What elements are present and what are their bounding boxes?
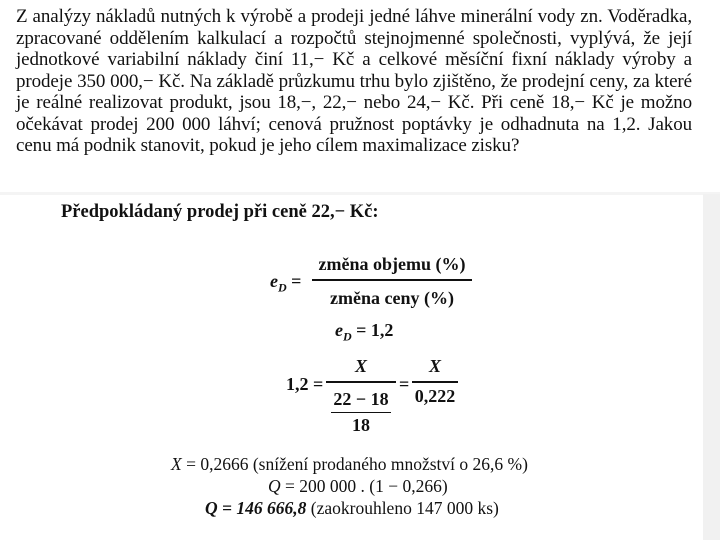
fraction-numerator: změna objemu (%) — [318, 254, 466, 274]
elasticity-subscript: D — [278, 280, 287, 295]
result-line-q — [268, 476, 448, 497]
result-line-final — [205, 498, 499, 519]
elasticity-symbol: e — [270, 271, 278, 291]
elasticity-symbol: e — [335, 320, 343, 340]
result-final-value: Q = 146 666,8 — [205, 498, 307, 518]
compound-fraction — [326, 356, 396, 436]
simplified-denominator: 0,222 — [414, 385, 456, 406]
result-q-symbol: Q — [268, 476, 281, 496]
compound-fraction-numerator: X — [354, 356, 367, 376]
substitution-lhs: 1,2 = — [286, 374, 324, 394]
elasticity-formula-lhs — [270, 271, 301, 296]
price-change-fraction — [331, 389, 391, 437]
simplified-fraction — [412, 356, 458, 407]
result-final-note: (zaokrouhleno 147 000 ks) — [306, 498, 499, 518]
result-q-text: = 200 000 . (1 − 0,266) — [280, 476, 448, 496]
elasticity-value-rhs: = 1,2 — [351, 320, 394, 340]
elasticity-value — [335, 320, 393, 345]
section-divider — [0, 192, 720, 195]
problem-section — [0, 0, 720, 194]
price-change-bar — [331, 412, 391, 414]
result-x-text: = 0,2666 (snížení prodaného množství o 26,6 %) — [181, 454, 528, 474]
simplified-numerator: X — [428, 356, 441, 376]
price-change-numerator: 22 − 18 — [333, 388, 389, 409]
elasticity-subscript: D — [343, 329, 352, 344]
elasticity-fraction — [312, 254, 472, 309]
solution-heading: Předpokládaný prodej při ceně 22,− Kč: — [61, 202, 379, 222]
result-x-symbol: X — [171, 454, 182, 474]
equals-sign: = — [286, 271, 302, 291]
fraction-denominator: změna ceny (%) — [330, 287, 454, 308]
price-change-denominator: 18 — [352, 415, 370, 435]
problem-text: Z analýzy nákladů nutných k výrobě a prodeji jedné láhve minerální vody zn. Voděradka, zpracované oddělením kalkulací a rozpočtů stejnojmenné společnosti, vyplývá, že její jednotkové variabilní náklady činí 11,− Kč a celkové měsíční fixní náklady výroby a prodeje 350 000,− Kč. Na základě průzkumu trhu bylo zjištěno, že prodejní ceny, za které je reálné realizovat produkt, jsou 18,−, 22,− nebo 24,− Kč. Při ceně 18,− Kč je možno očekávat prodej 200 000 láhví; cenová pružnost poptávky je odhadnuta na 1,2. Jakou cenu má podnik stanovit, pokud je jeho cílem maximalizace zisku? — [16, 6, 692, 156]
result-line-x — [171, 454, 528, 475]
right-margin-strip — [703, 194, 720, 540]
compound-fraction-denominator — [326, 383, 396, 437]
middle-equals-sign: = — [399, 374, 410, 394]
